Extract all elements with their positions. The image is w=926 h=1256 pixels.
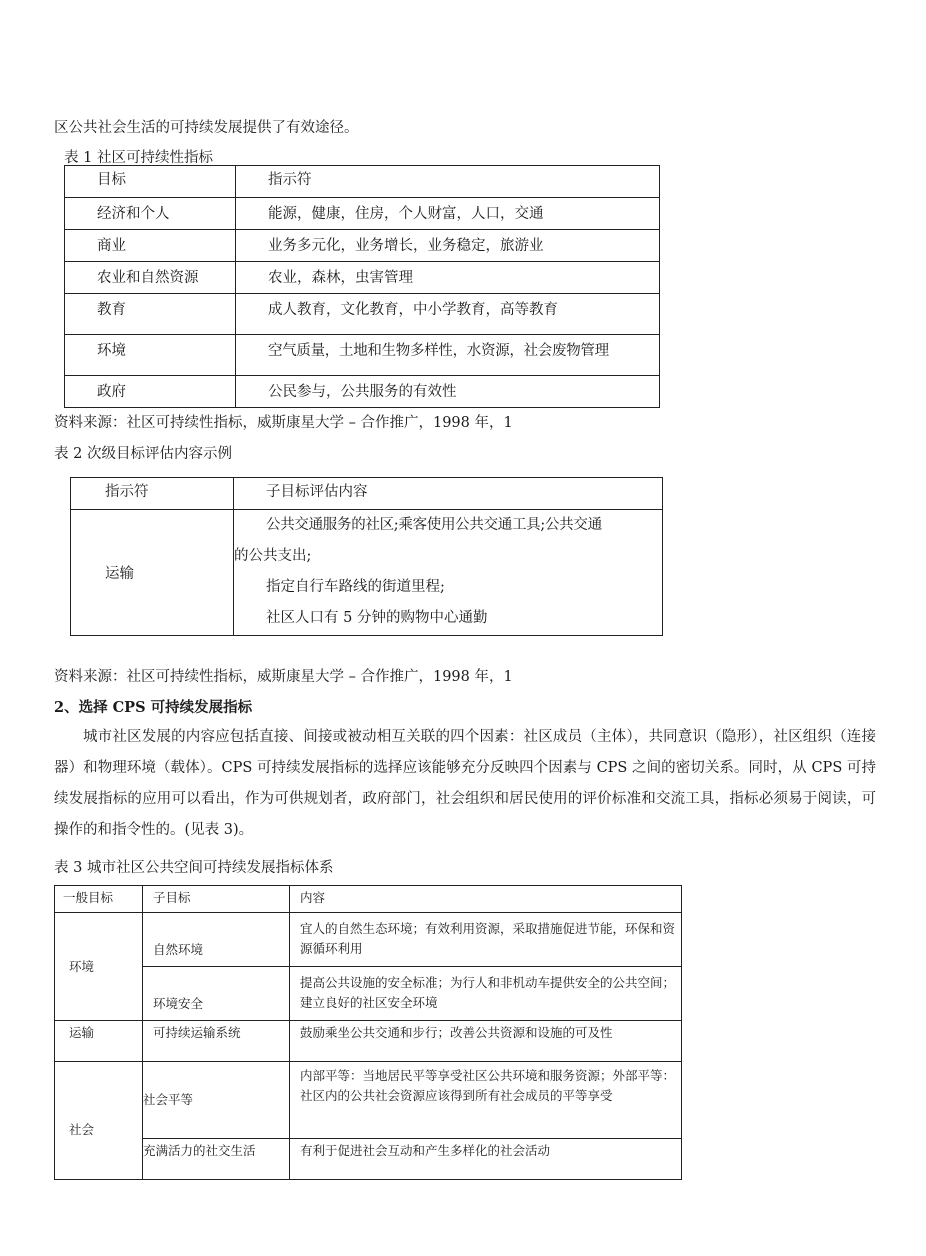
table3-goal-cell: 社会 bbox=[69, 1121, 95, 1137]
table1-header-row bbox=[65, 166, 660, 198]
table-row bbox=[65, 198, 660, 230]
table2-header-content: 子目标评估内容 bbox=[266, 484, 368, 500]
table1-goal-cell: 农业和自然资源 bbox=[97, 270, 199, 286]
table3-goal-cell: 环境 bbox=[69, 958, 95, 974]
table1-caption: 表 1 社区可持续性指标 bbox=[64, 150, 213, 166]
table2-source: 资料来源：社区可持续性指标，威斯康星大学 – 合作推广，1998 年，1 bbox=[54, 669, 513, 685]
table2-content-line: 公共交通服务的社区;乘客使用公共交通工具;公共交通 bbox=[266, 517, 602, 533]
table1-indicator-cell: 业务多元化，业务增长，业务稳定，旅游业 bbox=[268, 238, 544, 254]
table3-header-content: 内容 bbox=[300, 890, 326, 905]
table1-header-indicator: 指示符 bbox=[268, 172, 312, 188]
table1-indicator-cell: 公民参与，公共服务的有效性 bbox=[268, 384, 457, 400]
table3-header-goal: 一般目标 bbox=[63, 890, 114, 905]
table-row bbox=[55, 1139, 682, 1180]
table3-caption: 表 3 城市社区公共空间可持续发展指标体系 bbox=[54, 860, 334, 876]
intro-line: 区公共社会生活的可持续发展提供了有效途径。 bbox=[54, 120, 359, 136]
table2-header-indicator: 指示符 bbox=[105, 484, 149, 500]
table1-goal-cell: 经济和个人 bbox=[97, 206, 170, 222]
table3-content-cell: 宜人的自然生态环境；有效利用资源，采取措施促进节能，环保和资源循环利用 bbox=[300, 921, 676, 956]
table-row bbox=[65, 262, 660, 294]
table3-header-row bbox=[55, 886, 682, 913]
table3-content-cell: 内部平等：当地居民平等享受社区公共环境和服务资源；外部平等：社区内的公共社会资源应该得到所有社会成员的平等享受 bbox=[300, 1068, 676, 1103]
table3 bbox=[54, 885, 682, 1180]
table-row bbox=[65, 294, 660, 335]
table-row bbox=[55, 913, 682, 967]
table2-content-line: 指定自行车路线的街道里程; bbox=[266, 579, 445, 595]
table3-header-subgoal: 子目标 bbox=[153, 890, 191, 905]
table1-goal-cell: 教育 bbox=[97, 302, 126, 318]
table2-indicator-cell: 运输 bbox=[105, 566, 134, 582]
table1-goal-cell: 环境 bbox=[97, 343, 126, 359]
table3-subgoal-cell: 环境安全 bbox=[153, 996, 204, 1011]
section-paragraph: 城市社区发展的内容应包括直接、间接或被动相互关联的四个因素：社区成员（主体），共同意识（隐形），社区组织（连接器）和物理环境（载体）。CPS 可持续发展指标的选择应该能够充分反映四个因素与 CPS 之间的密切关系。同时，从 CPS 可持续发展指标的应用可以看出，作为可供规划者，政府部门，社会组织和居民使用的评价标准和交流工具，指标必须易于阅读，可操作的和指令性的。(见表 3)。 bbox=[54, 729, 876, 838]
table3-goal-cell: 运输 bbox=[69, 1025, 95, 1040]
table-row bbox=[71, 510, 663, 636]
table2-header-row bbox=[71, 478, 663, 510]
table1-indicator-cell: 空气质量，土地和生物多样性，水资源，社会废物管理 bbox=[268, 343, 609, 359]
table3-content-cell: 鼓励乘坐公共交通和步行；改善公共资源和设施的可及性 bbox=[300, 1025, 613, 1040]
table3-content-cell: 提高公共设施的安全标准；为行人和非机动车提供安全的公共空间；建立良好的社区安全环境 bbox=[300, 975, 676, 1010]
table1-goal-cell: 商业 bbox=[97, 238, 126, 254]
table3-subgoal-cell: 可持续运输系统 bbox=[153, 1025, 241, 1040]
table-row bbox=[55, 1021, 682, 1062]
table1-goal-cell: 政府 bbox=[97, 384, 126, 400]
table3-subgoal-cell: 自然环境 bbox=[153, 942, 204, 957]
table1-indicator-cell: 能源，健康，住房，个人财富，人口，交通 bbox=[268, 206, 544, 222]
table1 bbox=[64, 165, 660, 408]
table3-subgoal-cell: 社会平等 bbox=[143, 1092, 194, 1107]
table1-indicator-cell: 农业，森林，虫害管理 bbox=[268, 270, 413, 286]
table3-content-cell: 有利于促进社会互动和产生多样化的社会活动 bbox=[300, 1143, 551, 1158]
table2-caption: 表 2 次级目标评估内容示例 bbox=[54, 446, 232, 462]
table1-source: 资料来源：社区可持续性指标，威斯康星大学 – 合作推广，1998 年，1 bbox=[54, 415, 513, 431]
table-row bbox=[65, 335, 660, 376]
table1-header-goal: 目标 bbox=[97, 172, 126, 188]
section-heading: 2、选择 CPS 可持续发展指标 bbox=[54, 699, 253, 716]
table2-content-line: 的公共支出; bbox=[234, 548, 312, 564]
table3-subgoal-cell: 充满活力的社交生活 bbox=[143, 1143, 256, 1158]
table-row bbox=[55, 1062, 682, 1139]
table1-indicator-cell: 成人教育，文化教育，中小学教育，高等教育 bbox=[268, 302, 558, 318]
table-row bbox=[65, 230, 660, 262]
table2 bbox=[70, 477, 663, 636]
table-row bbox=[55, 967, 682, 1021]
table2-content-line: 社区人口有 5 分钟的购物中心通勤 bbox=[266, 610, 488, 626]
table-row bbox=[65, 376, 660, 408]
